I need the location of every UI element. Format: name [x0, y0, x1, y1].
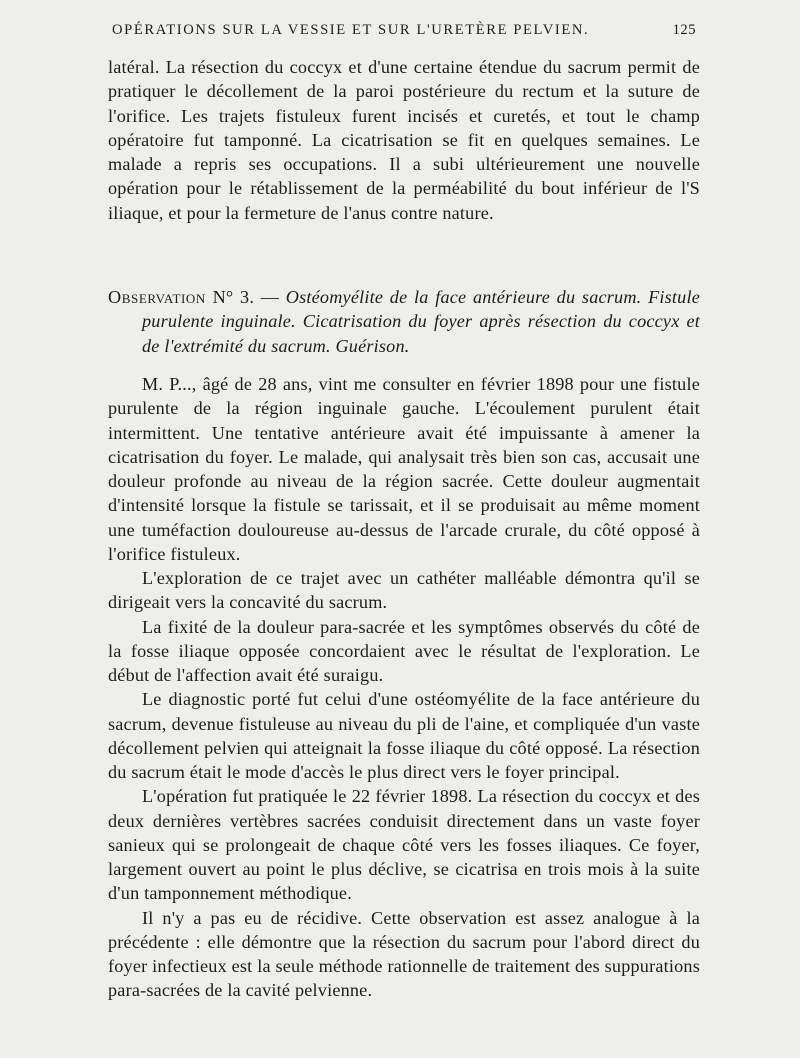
- running-title: OPÉRATIONS SUR LA VESSIE ET SUR L'URETÈRE PELVIEN.: [112, 22, 590, 38]
- continued-paragraph: latéral. La résection du coccyx et d'une certaine étendue du sacrum permit de pratiquer le décollement de la paroi postérieure du rectum et la suture de l'orifice. Les trajets fistuleux furent incisés et curetés, et tout le champ opératoire fut tamponné. La cicatrisation se fit en quelques semaines. Le malade a repris ses occupations. Il a subi ultérieurement une nouvelle opération pour le rétablissement de la perméabilité du bout inférieur de l'S iliaque, et pour la fermeture de l'anus contre nature.: [108, 57, 700, 223]
- paragraph-diagnosis: Le diagnostic porté fut celui d'une ostéomyélite de la face antérieure du sacrum, devenue fistuleuse au niveau du pli de l'aine, et compliquée d'un vaste décollement pelvien qui atteignait la fosse iliaque du côté opposé. La résection du sacrum était le mode d'accès le plus direct vers le foyer principal.: [108, 689, 700, 782]
- observation-title: Ostéomyélite de la face antérieure du sacrum. Fistule purulente inguinale. Cicatrisation du foyer après résection du coccyx et de l'extrémité du sacrum. Guérison.: [142, 287, 700, 356]
- observation-heading-block: [108, 285, 700, 358]
- paragraph-symptoms: La fixité de la douleur para-sacrée et les symptômes observés du côté de la fosse iliaque opposée concordaient avec le résultat de l'exploration. Le début de l'affection avait été suraigu.: [108, 616, 700, 685]
- paragraph-outcome: Il n'y a pas eu de récidive. Cette observation est assez analogue à la précédente : elle démontre que la résection du sacrum pour l'abord direct du foyer infectieux est la seule méthode rationnelle de traitement des suppurations para-sacrées de la cavité pelvienne.: [108, 907, 700, 1001]
- running-header: [112, 22, 696, 39]
- continued-paragraph-block: [108, 55, 700, 225]
- page-number: 125: [672, 22, 696, 38]
- paragraph-presentation: M. P..., âgé de 28 ans, vint me consulter en février 1898 pour une fistule purulente de la région inguinale gauche. L'écoulement purulent était intermittent. Une tentative antérieure avait été impuissante à amener la cicatrisation du foyer. Le malade, qui analysait très bien son cas, accusait une douleur profonde au niveau de la région sacrée. Cette douleur augmentait d'intensité lorsque la fistule se tarissait, et il se produisait au même moment une tuméfaction douloureuse au-dessus de l'arcade crurale, du côté opposé à l'orifice fistuleux.: [108, 374, 700, 564]
- observation-number: N° 3. —: [212, 287, 280, 307]
- case-report-body: [108, 372, 700, 1003]
- observation-label: Observation: [108, 287, 206, 307]
- observation-heading: [108, 285, 700, 358]
- paragraph-exploration: L'exploration de ce trajet avec un cathéter malléable démontra qu'il se dirigeait vers la concavité du sacrum.: [108, 568, 700, 613]
- paragraph-operation: L'opération fut pratiquée le 22 février 1898. La résection du coccyx et des deux dernières vertèbres sacrées conduisit directement dans un vaste foyer sanieux qui se prolongeait de chaque côté vers les fosses iliaques. Ce foyer, largement ouvert au point le plus déclive, se cicatrisa en trois mois à la suite d'un tamponnement méthodique.: [108, 786, 700, 904]
